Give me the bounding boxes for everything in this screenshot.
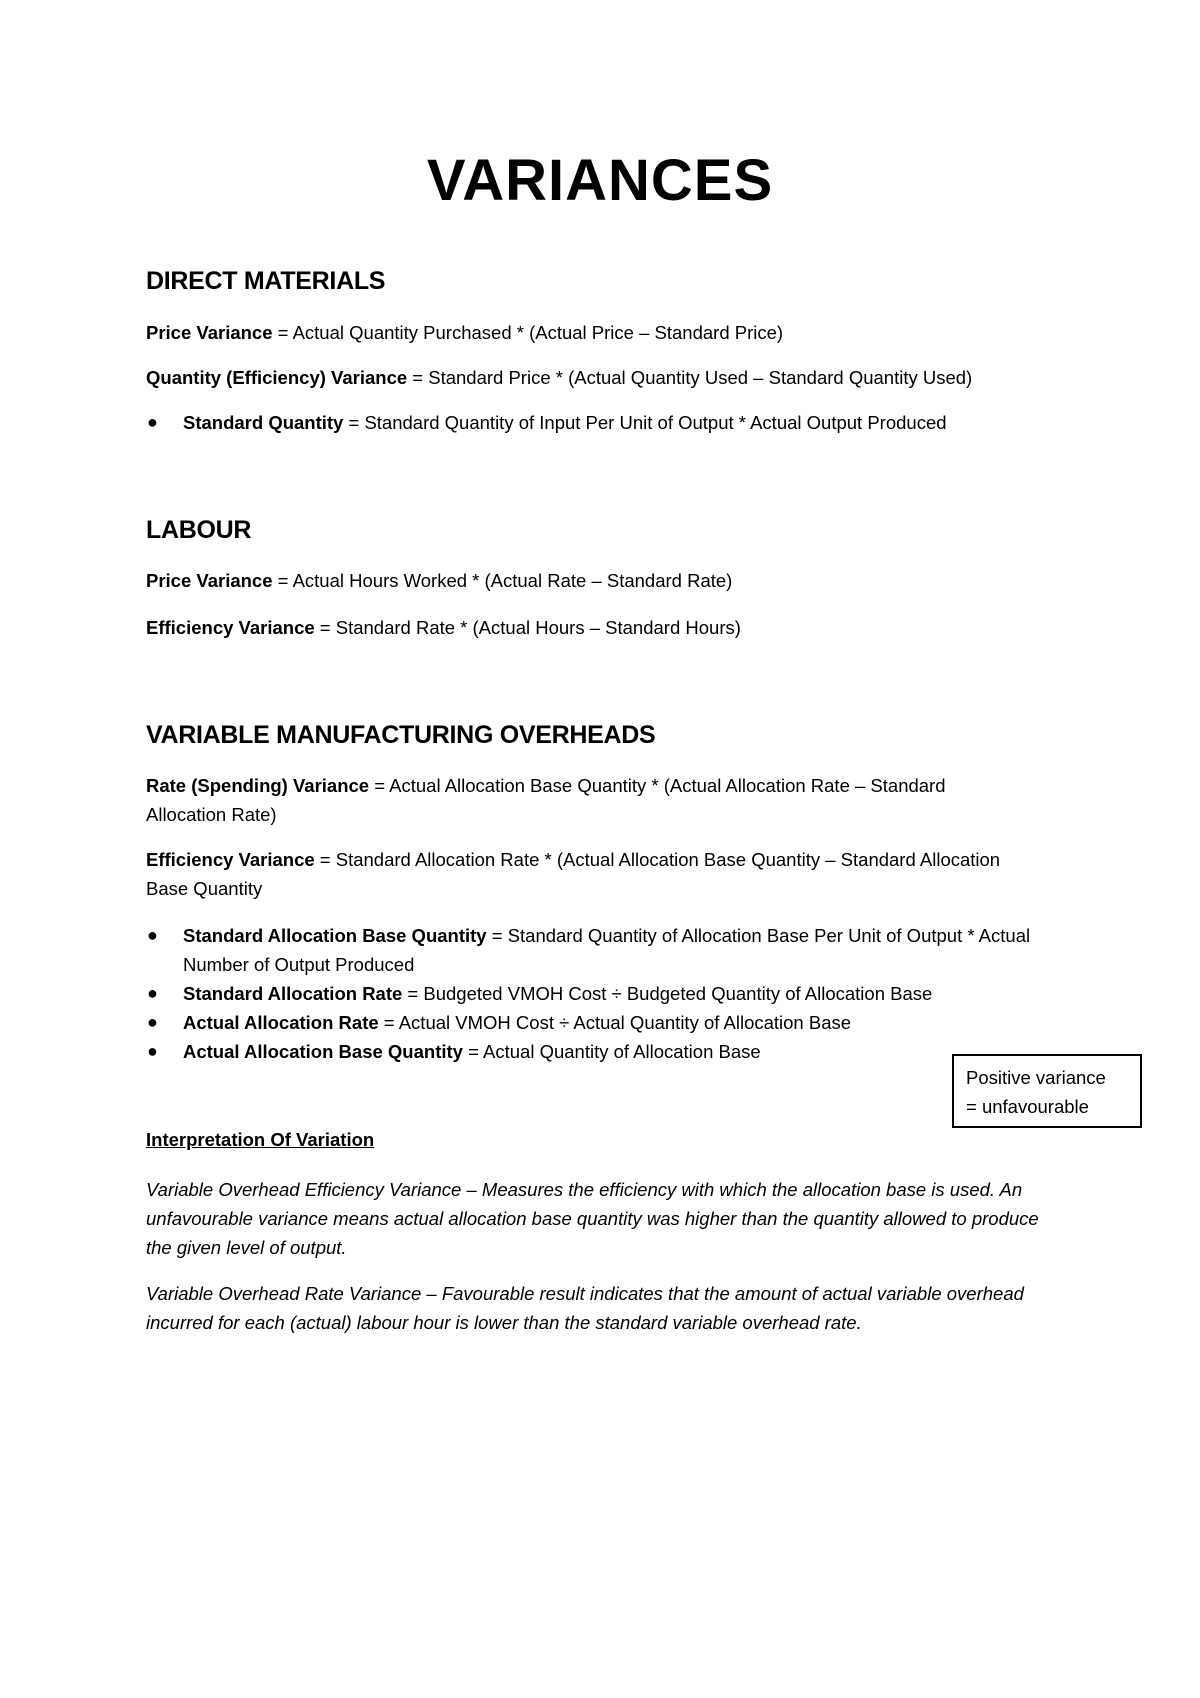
dm-price-variance-formula: = Actual Quantity Purchased * (Actual Price – Standard Price) [272, 322, 784, 343]
interpretation-heading: Interpretation Of Variation [146, 1129, 375, 1150]
labour-efficiency-variance-label: Efficiency Variance [146, 617, 315, 638]
dm-price-variance-label: Price Variance [146, 322, 273, 343]
labour-price-variance-formula: = Actual Hours Worked * (Actual Rate – Standard Rate) [272, 570, 733, 591]
vmoh-bullet-text: = Actual Quantity of Allocation Base [462, 1041, 761, 1062]
positive-variance-note-box [952, 1054, 1142, 1128]
list-item [146, 1037, 1046, 1066]
vmoh-bullet-text: = Budgeted VMOH Cost ÷ Budgeted Quantity of Allocation Base [402, 983, 933, 1004]
labour-efficiency-variance [146, 613, 1046, 642]
labour-price-variance [146, 566, 1046, 595]
labour-heading: LABOUR [146, 516, 252, 544]
vmoh-heading: VARIABLE MANUFACTURING OVERHEADS [146, 721, 656, 749]
vmoh-rate-variance-formula: = Actual Allocation Base Quantity * (Actual Allocation Rate – Standard Allocation Rate) [146, 775, 946, 825]
page-title: VARIANCES [426, 148, 774, 213]
interpretation-paragraph-rate: Variable Overhead Rate Variance – Favourable result indicates that the amount of actual variable overhead incurred for each (actual) labour hour is lower than the standard variable overhead rate. [146, 1283, 1024, 1333]
dm-quantity-variance-label: Quantity (Efficiency) Variance [146, 367, 408, 388]
dm-bullet-text: = Standard Quantity of Input Per Unit of Output * Actual Output Produced [343, 412, 947, 433]
vmoh-efficiency-variance [146, 845, 1026, 903]
vmoh-bullet-text: = Actual VMOH Cost ÷ Actual Quantity of Allocation Base [378, 1012, 852, 1033]
vmoh-bullet-label: Standard Allocation Base Quantity [183, 925, 487, 946]
bullet-icon: ● [147, 925, 158, 945]
vmoh-rate-variance [146, 771, 1026, 829]
dm-quantity-variance-formula: = Standard Price * (Actual Quantity Used – Standard Quantity Used) [407, 367, 973, 388]
direct-materials-heading: DIRECT MATERIALS [146, 267, 386, 295]
bullet-icon: ● [147, 1012, 158, 1032]
vmoh-bullet-label: Actual Allocation Base Quantity [183, 1041, 463, 1062]
list-item [146, 921, 1046, 979]
note-box-line-1: Positive variance [966, 1067, 1106, 1088]
vmoh-rate-variance-label: Rate (Spending) Variance [146, 775, 370, 796]
dm-bullet-list [146, 408, 1046, 437]
bullet-icon: ● [147, 983, 158, 1003]
note-box-line-2: = unfavourable [966, 1096, 1089, 1117]
dm-price-variance [146, 318, 1046, 347]
list-item [146, 408, 1046, 437]
vmoh-bullet-text: = Standard Quantity of Allocation Base Per Unit of Output * Actual Number of Output Produced [183, 925, 1031, 975]
bullet-icon: ● [147, 1041, 158, 1061]
dm-bullet-label: Standard Quantity [183, 412, 344, 433]
bullet-icon: ● [147, 412, 158, 432]
labour-efficiency-variance-formula: = Standard Rate * (Actual Hours – Standard Hours) [314, 617, 741, 638]
labour-price-variance-label: Price Variance [146, 570, 273, 591]
vmoh-efficiency-variance-label: Efficiency Variance [146, 849, 315, 870]
interpretation-paragraph-efficiency: Variable Overhead Efficiency Variance – Measures the efficiency with which the allocation base is used. An unfavourable variance means actual allocation base quantity was higher than the quantity allowed to produce the given level of output. [146, 1179, 1039, 1258]
vmoh-bullet-list [146, 921, 1046, 1066]
vmoh-bullet-label: Standard Allocation Rate [183, 983, 403, 1004]
dm-quantity-variance [146, 363, 1046, 392]
list-item [146, 1008, 1046, 1037]
vmoh-bullet-label: Actual Allocation Rate [183, 1012, 379, 1033]
vmoh-efficiency-variance-formula: = Standard Allocation Rate * (Actual Allocation Base Quantity – Standard Allocation Base Quantity [146, 849, 1001, 899]
list-item [146, 979, 1046, 1008]
